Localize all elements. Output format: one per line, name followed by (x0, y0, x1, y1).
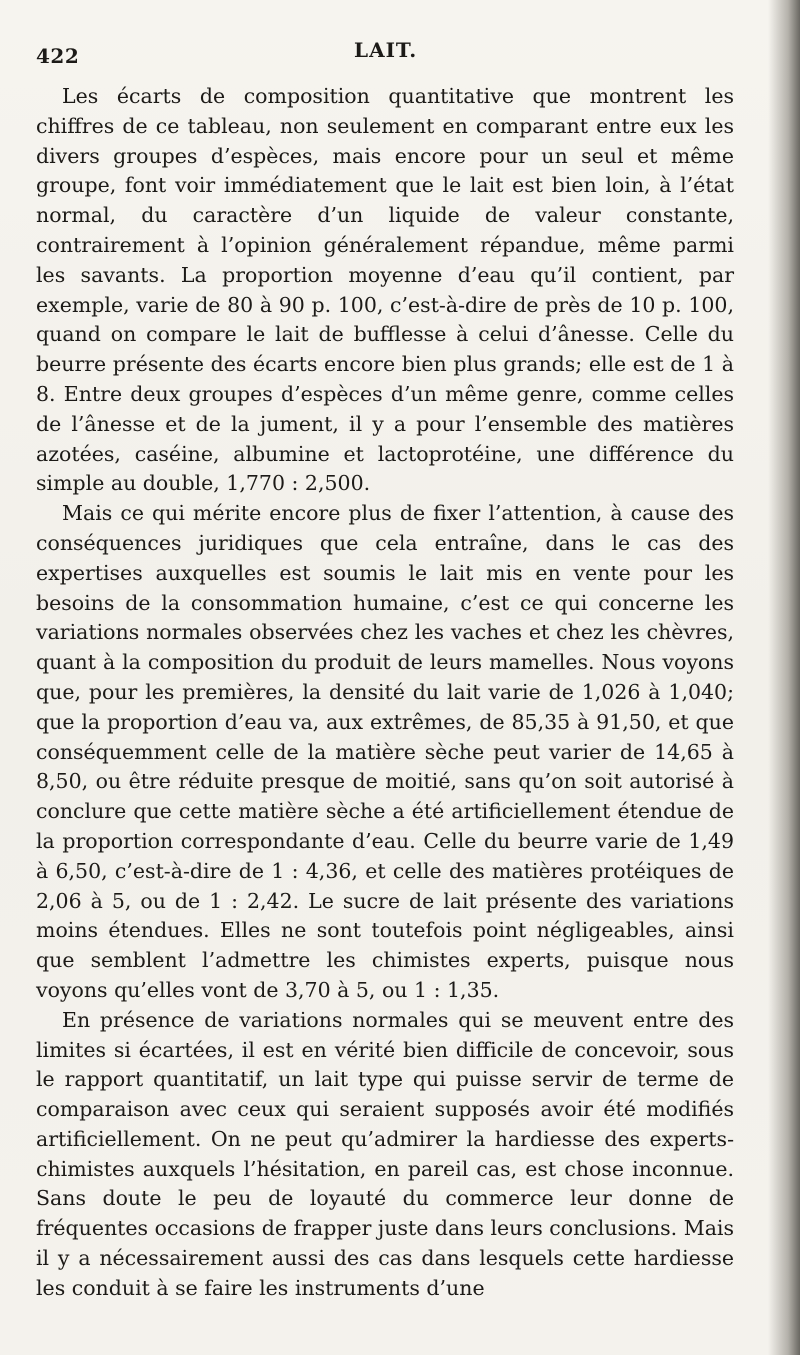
body-text (36, 82, 734, 1304)
paragraph-3: En présence de variations normales qui se meuvent entre des limites si écartées, il est en vérité bien difficile de concevoir, sous le rapport quantitatif, un lait type qui puisse servir de terme de comparaison avec ceux qui seraient supposés avoir été modifiés artificiellement. On ne peut qu’admirer la hardiesse des experts-chimistes auxquels l’hésitation, en pareil cas, est chose inconnue. Sans doute le peu de loyauté du commerce leur donne de fréquentes occasions de frapper juste dans leurs conclusions. Mais il y a nécessairement aussi des cas dans lesquels cette hardiesse les conduit à se faire les instruments d’une (36, 1007, 734, 1300)
paragraph-2: Mais ce qui mérite encore plus de fixer l’attention, à cause des conséquences juridiques que cela entraîne, dans le cas des expertises auxquelles est soumis le lait mis en vente pour les besoins de la consommation humaine, c’est ce qui concerne les variations normales observées chez les vaches et chez les chèvres, quant à la composition du produit de leurs mamelles. Nous voyons que, pour les premières, la densité du lait varie de 1,026 à 1,040; que la proportion d’eau va, aux extrêmes, de 85,35 à 91,50, et que conséquemment celle de la matière sèche peut varier de 14,65 à 8,50, ou être réduite presque de moitié, sans qu’on soit autorisé à conclure que cette matière sèche a été artificiellement étendue de la proportion correspondante d’eau. Celle du beurre varie de 1,49 à 6,50, c’est-à-dire de 1 : 4,36, et celle des matières protéiques de 2,06 à 5, ou de 1 : 2,42. Le sucre de lait présente des variations moins étendues. Elles ne sont toutefois point négligeables, ainsi que semblent l’admettre les chimistes experts, puisque nous voyons qu’elles vont de 3,70 à 5, ou 1 : 1,35. (36, 501, 734, 1002)
paragraph-1: Les écarts de composition quantitative que montrent les chiffres de ce tableau, non seulement en comparant entre eux les divers groupes d’espèces, mais encore pour un seul et même groupe, font voir immédiatement que le lait est bien loin, à l’état normal, du caractère d’un liquide de valeur constante, contrairement à l’opinion généralement répandue, même parmi les savants. La proportion moyenne d’eau qu’il contient, par exemple, varie de 80 à 90 p. 100, c’est-à-dire de près de 10 p. 100, quand on compare le lait de bufflesse à celui d’ânesse. Celle du beurre présente des écarts encore bien plus grands; elle est de 1 à 8. Entre deux groupes d’espèces d’un même genre, comme celles de l’ânesse et de la jument, il y a pour l’ensemble des matières azotées, caséine, albumine et lactoprotéine, une différence du simple au double, 1,770 : 2,500. (36, 84, 734, 496)
page-number: 422 (36, 44, 80, 68)
running-head: LAIT. (354, 38, 418, 62)
page-header (36, 38, 736, 78)
